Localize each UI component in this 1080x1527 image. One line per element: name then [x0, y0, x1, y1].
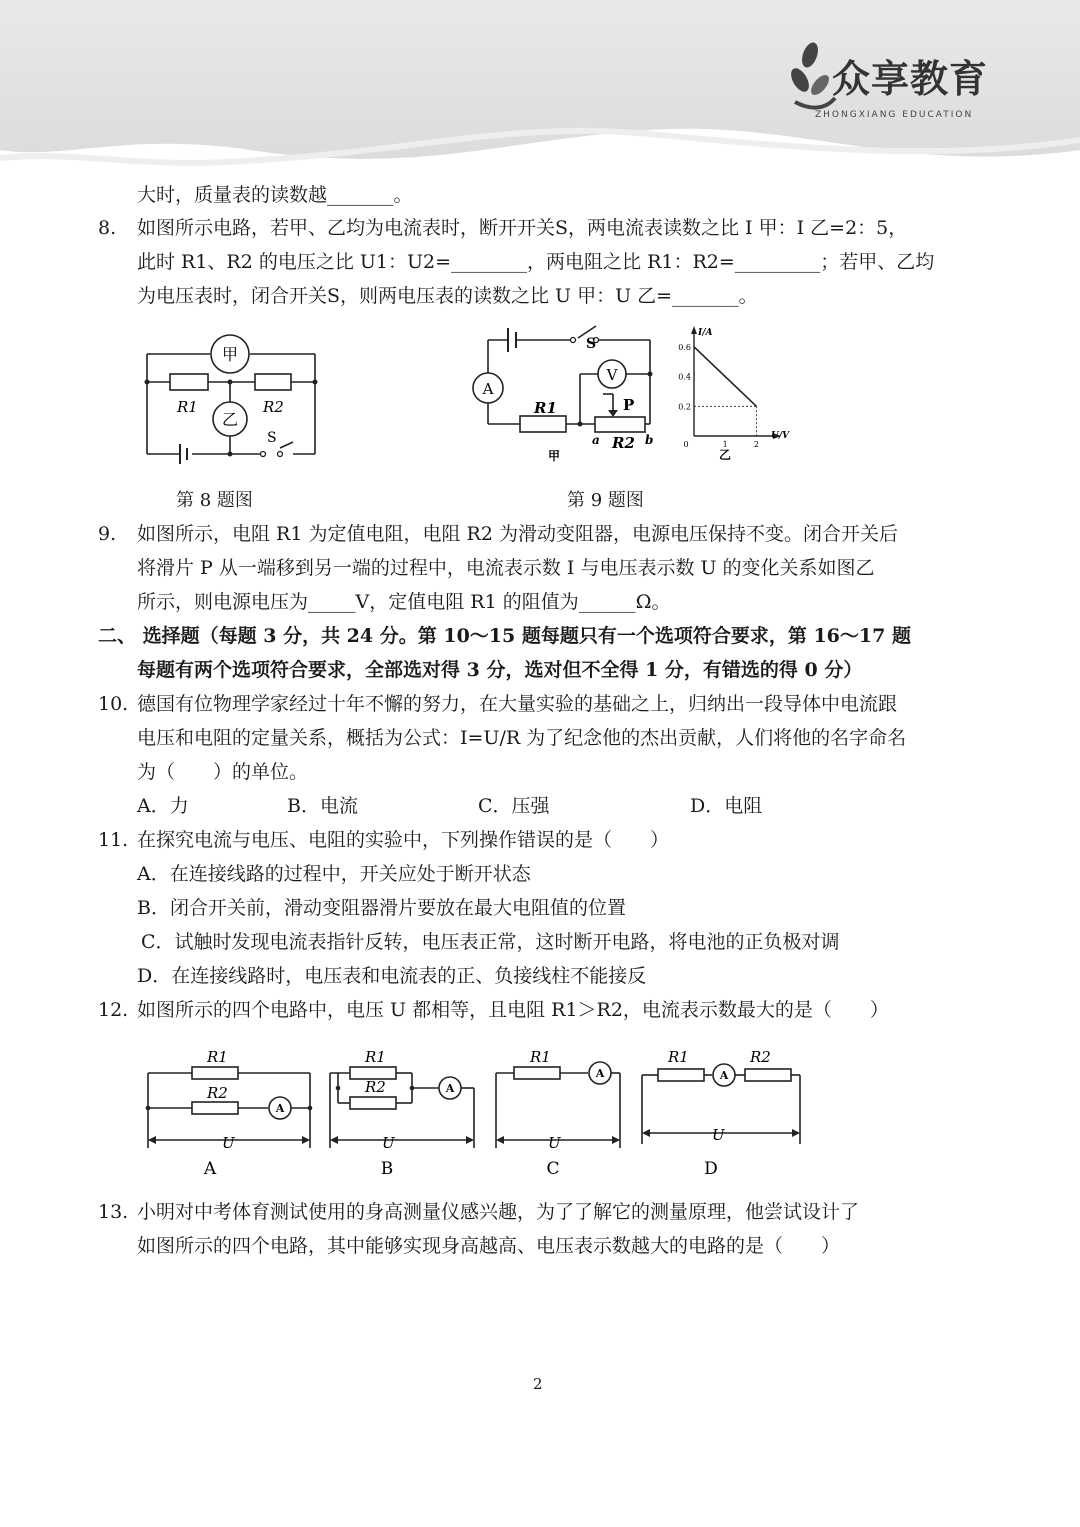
label-switch: S	[586, 336, 597, 352]
page-header	[0, 0, 1080, 175]
logo	[790, 40, 1000, 130]
option-c: C．试触时发现电流表指针反转，电压表正常，这时断开电路，将电池的正负极对调	[141, 931, 840, 953]
x-tick-label: 1	[722, 440, 728, 449]
b-r2-label: R2	[365, 1078, 386, 1096]
logo-subtitle: ZHONGXIANG EDUCATION	[815, 110, 974, 120]
question-number: 8.	[98, 217, 117, 239]
figure-9-caption: 第 9 题图	[567, 490, 644, 511]
text-line: 如图所示电路，若甲、乙均为电流表时，断开开关S，两电流表读数之比 I 甲：I 乙=2：5，	[137, 217, 908, 239]
circuit-a-label: A	[203, 1159, 217, 1179]
option-d: D．在连接线路时，电压表和电流表的正、负接线柱不能接反	[137, 965, 647, 987]
c-u-label: U	[548, 1134, 561, 1152]
ammeter-c: A	[595, 1067, 605, 1080]
y-tick-label: 0.4	[678, 372, 691, 382]
option-b: B．闭合开关前，滑动变阻器滑片要放在最大电阻值的位置	[137, 897, 626, 919]
ammeter-d: A	[719, 1069, 729, 1082]
figure-8-caption: 第 8 题图	[176, 490, 253, 511]
slider-label: P	[623, 396, 635, 414]
figure-jia-label: 甲	[548, 449, 561, 463]
option-a: A．在连接线路的过程中，开关应处于断开状态	[137, 863, 531, 885]
d-r1-label: R1	[668, 1048, 689, 1066]
circuit-c-label: C	[546, 1159, 560, 1179]
figure-9-graph	[672, 322, 797, 464]
label-r1: R1	[534, 399, 557, 417]
label-r2: R2	[612, 434, 635, 452]
section-heading: 二、 选择题（每题 3 分，共 24 分。第 10～15 题每题只有一个选项符合要求，第 16～17 题	[98, 625, 911, 647]
series-line	[694, 347, 756, 406]
text-line: 电压和电阻的定量关系，概括为公式：I=U/R 为了纪念他的杰出贡献，人们将他的名字命名	[137, 727, 907, 749]
page-number: 2	[533, 1375, 543, 1393]
d-u-label: U	[712, 1126, 725, 1144]
question-number: 10.	[98, 693, 129, 715]
text-line: 将滑片 P 从一端移到另一端的过程中，电流表示数 I 与电压表示数 U 的变化关系如图乙	[137, 557, 875, 579]
option-b: B．电流	[287, 795, 358, 817]
b-u-label: U	[382, 1134, 395, 1152]
voltmeter-label: V	[606, 366, 618, 384]
ammeter-b: A	[445, 1082, 455, 1095]
text-line: 为电压表时，闭合开关S，则两电压表的读数之比 U 甲：U 乙=_______。	[137, 285, 758, 307]
x-tick-label: 0	[683, 440, 689, 449]
text-line: 此时 R1、R2 的电压之比 U1：U2=________，两电阻之比 R1：R2=_________；若甲、乙均	[137, 251, 935, 273]
label-r2: R2	[263, 398, 284, 416]
text-line: 如图所示的四个电路中，电压 U 都相等，且电阻 R1＞R2，电流表示数最大的是（ ）	[137, 999, 889, 1021]
question-number: 11.	[98, 829, 129, 851]
y-tick-label: 0.2	[678, 402, 691, 412]
text-line: 如图所示的四个电路，其中能够实现身高越高、电压表示数越大的电路的是（ ）	[137, 1235, 841, 1257]
question-number: 12.	[98, 999, 129, 1021]
text-line: 如图所示，电阻 R1 为定值电阻，电阻 R2 为滑动变阻器，电源电压保持不变。闭合开关后	[137, 523, 898, 545]
option-d: D．电阻	[690, 795, 763, 817]
a-r2-label: R2	[207, 1084, 228, 1102]
x-axis-label: U/V	[771, 431, 790, 441]
ammeter-label: A	[482, 380, 494, 398]
circuit-d-label: D	[704, 1159, 718, 1179]
option-c: C．压强	[478, 795, 550, 817]
circuit-b-label: B	[380, 1159, 394, 1179]
ammeter-a: A	[275, 1102, 285, 1115]
end-a-label: a	[592, 433, 600, 447]
end-b-label: b	[645, 433, 654, 447]
figure-9-circuit	[468, 318, 668, 468]
x-tick-label: 2	[753, 440, 759, 449]
figure-12-circuits	[140, 1040, 820, 1180]
d-r2-label: R2	[750, 1048, 771, 1066]
a-u-label: U	[222, 1134, 235, 1152]
figure-8-circuit	[135, 330, 335, 470]
meter-yi: 乙	[221, 410, 239, 429]
a-r1-label: R1	[207, 1048, 228, 1066]
y-tick-label: 0.6	[678, 342, 691, 352]
question-number: 13.	[98, 1201, 129, 1223]
c-r1-label: R1	[530, 1048, 551, 1066]
question-number: 9.	[98, 523, 117, 545]
text-line: 小明对中考体育测试使用的身高测量仪感兴趣，为了了解它的测量原理，他尝试设计了	[137, 1201, 860, 1223]
text-line: 在探究电流与电压、电阻的实验中，下列操作错误的是（ ）	[137, 829, 670, 851]
meter-jia: 甲	[221, 345, 239, 364]
label-r1: R1	[177, 398, 198, 416]
logo-name: 众享教育	[832, 57, 989, 101]
y-axis-label: I/A	[698, 328, 713, 338]
text-line: 德国有位物理学家经过十年不懈的努力，在大量实验的基础之上，归纳出一段导体中电流跟	[137, 693, 898, 715]
text-line: 为（ ）的单位。	[137, 761, 309, 783]
figure-yi-label: 乙	[719, 448, 732, 462]
label-switch: S	[267, 430, 277, 446]
b-r1-label: R1	[365, 1048, 386, 1066]
option-a: A．力	[137, 795, 189, 817]
text-line: 所示，则电源电压为_____V，定值电阻 R1 的阻值为______Ω。	[137, 591, 671, 613]
text-line: 大时，质量表的读数越_______。	[137, 184, 413, 206]
section-heading: 每题有两个选项符合要求，全部选对得 3 分，选对但不全得 1 分，有错选的得 0 分）	[137, 659, 863, 681]
